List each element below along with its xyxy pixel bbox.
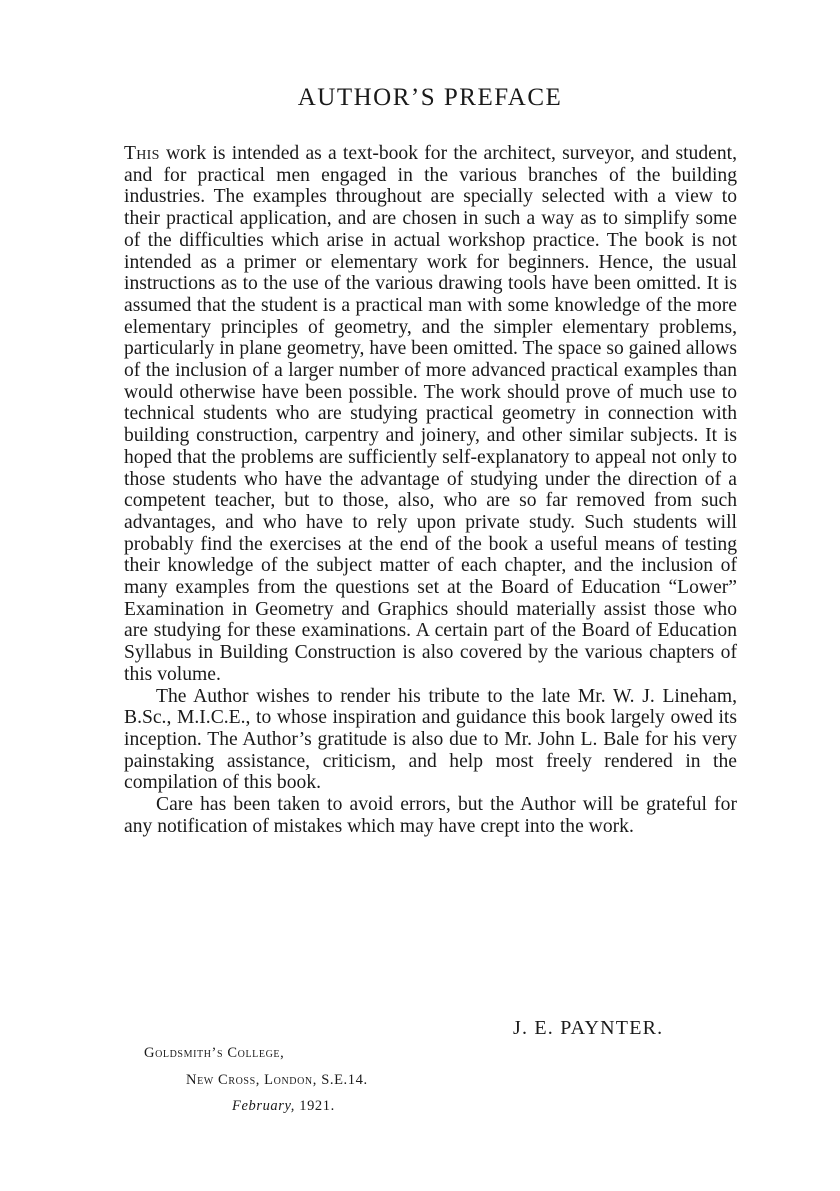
address-college: Goldsmith’s College,	[144, 1045, 285, 1061]
page-title: AUTHOR’S PREFACE	[297, 84, 563, 111]
paragraph-errata-note: Care has been taken to avoid errors, but the Author will be grateful for any notification of mistakes which may have crept into the work.	[124, 794, 737, 837]
date-year: 1921.	[295, 1098, 335, 1114]
address-date	[232, 1098, 335, 1115]
author-signature: J. E. PAYNTER.	[513, 1017, 664, 1039]
address-location: New Cross, London, S.E.14.	[186, 1072, 368, 1088]
date-month: February,	[232, 1098, 295, 1114]
paragraph-intro-text: work is intended as a text-book for the architect, surveyor, and student, and for practical men engaged in the various branches of the building industries. The examples throughout are specially selected with a view to their practical application, and are chosen in such a way as to simplify some of the difficulties which arise in actual workshop practice. The book is not intended as a primer or elementary work for beginners. Hence, the usual instructions as to the use of the various drawing tools have been omitted. It is assumed that the student is a practical man with some knowledge of the more elementary principles of geometry, and the simpler elementary problems, particularly in plane geometry, have been omitted. The space so gained allows of the inclusion of a larger number of more advanced practical examples than would otherwise have been possible. The work should prove of much use to technical students who are studying practical geometry in connection with building construction, carpentry and joinery, and other similar subjects. It is hoped that the problems are sufficiently self-explanatory to appeal not only to those students who have the advantage of studying under the direction of a competent teacher, but to those, also, who are so far removed from such advantages, and who have to rely upon private study. Such students will probably find the exercises at the end of the book a useful means of testing their knowledge of the subject matter of each chapter, and the inclusion of many examples from the questions set at the Board of Education “Lower” Examination in Geometry and Graphics should materially assist those who are studying for these examinations. A certain part of the Board of Education Syllabus in Building Construction is also covered by the various chapters of this volume.	[124, 143, 737, 685]
paragraph-intro	[124, 143, 737, 686]
lead-word: This	[124, 143, 160, 164]
paragraph-acknowledgement: The Author wishes to render his tribute to the late Mr. W. J. Lineham, B.Sc., M.I.C.E., to whose inspiration and guidance this book largely owed its inception. The Author’s gratitude is also due to Mr. John L. Bale for his very painstaking assistance, criticism, and help most freely rendered in the compilation of this book.	[124, 685, 737, 794]
preface-body	[124, 143, 737, 838]
